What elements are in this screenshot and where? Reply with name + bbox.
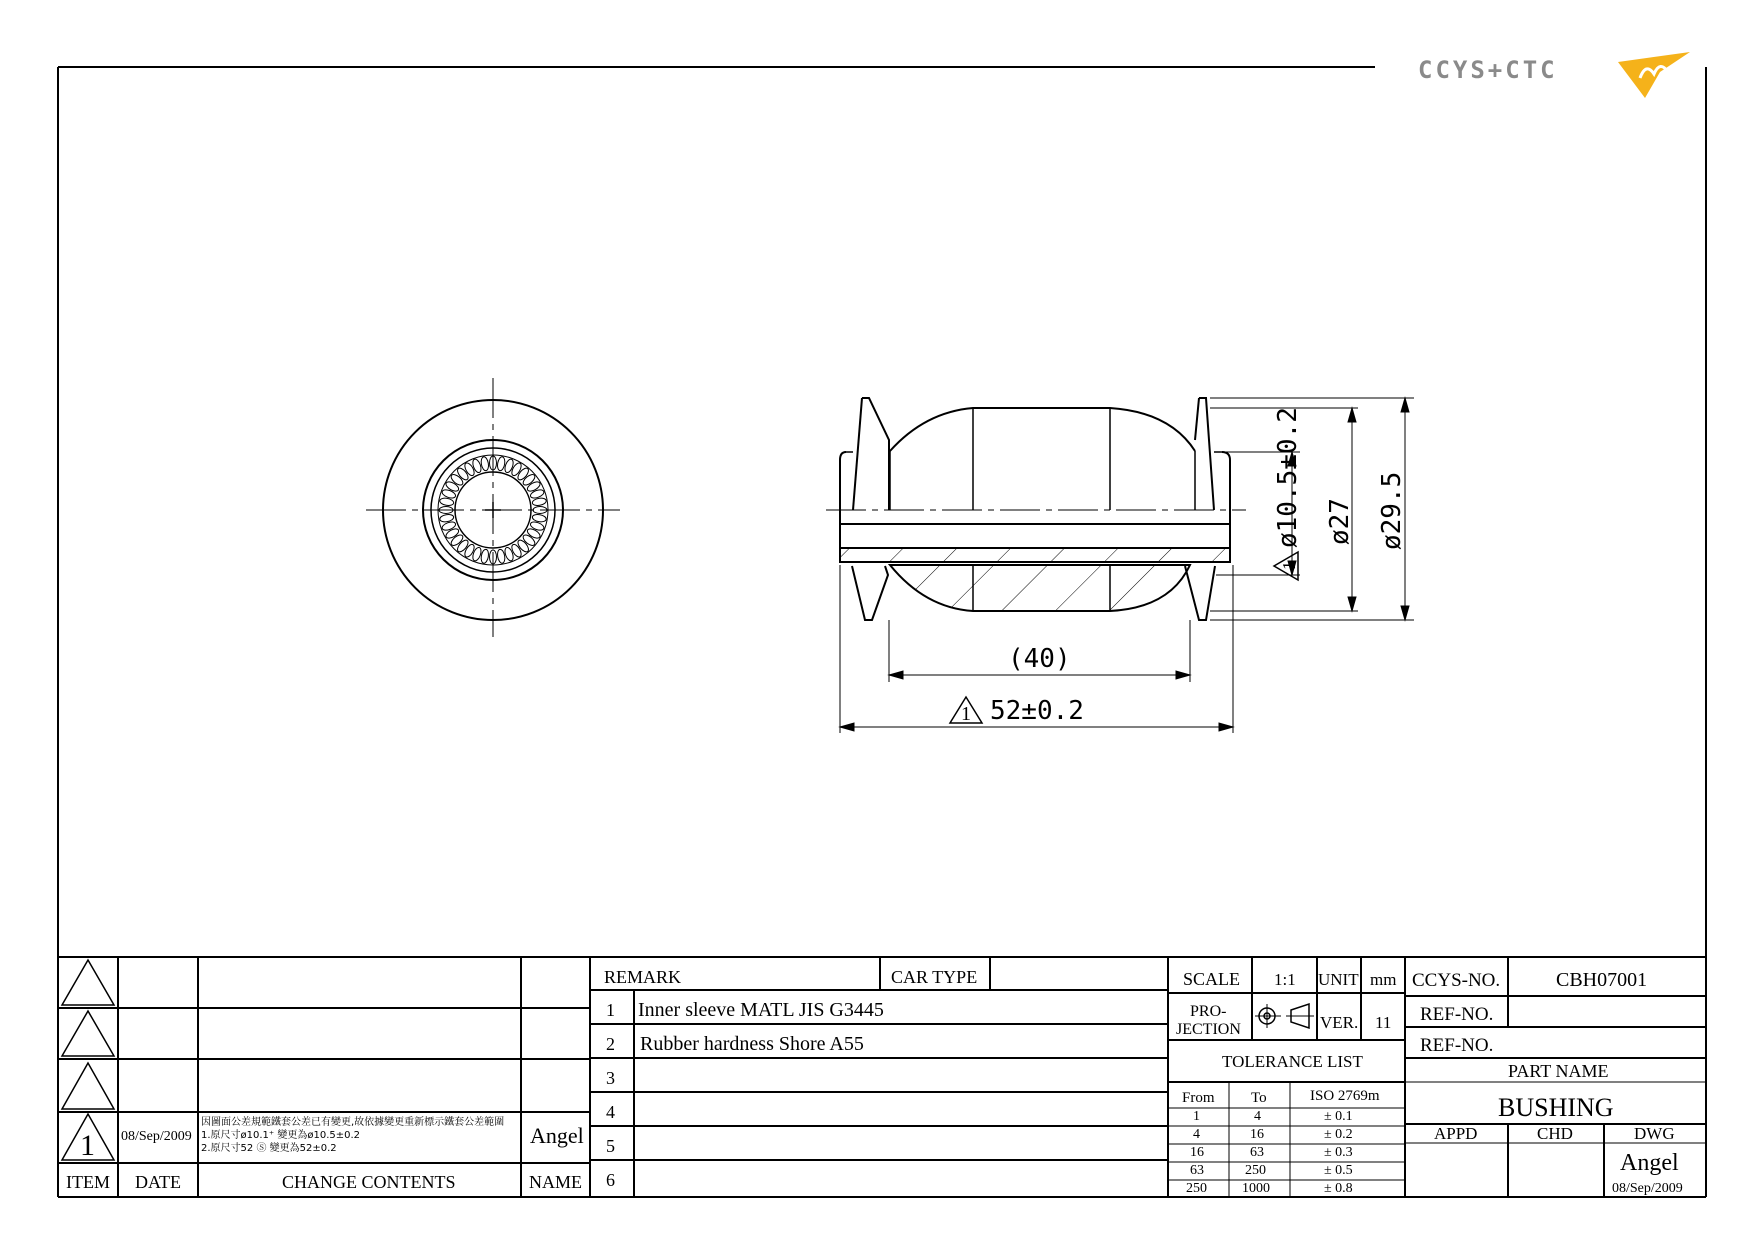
ver-label: VER. <box>1320 1013 1359 1032</box>
rubber-void <box>521 473 536 487</box>
rev-item-1: 1 <box>80 1129 95 1162</box>
remark-no-2: 2 <box>606 1034 615 1054</box>
tol-header-to: To <box>1251 1090 1267 1106</box>
part-name-value: BUSHING <box>1498 1093 1614 1122</box>
rubber-void <box>480 456 489 471</box>
rubber-void <box>526 480 542 493</box>
rubber-void <box>496 456 505 471</box>
rubber-void <box>532 497 547 506</box>
rubber-void <box>463 461 476 477</box>
remark-text-2: Rubber hardness Shore A55 <box>640 1033 864 1055</box>
dim-od-flange: ø29.5 <box>1377 471 1407 550</box>
svg-text:16: 16 <box>1250 1127 1264 1142</box>
rev-date-1: 08/Sep/2009 <box>121 1129 192 1144</box>
rubber-void <box>516 466 530 481</box>
header-item: ITEM <box>66 1172 110 1192</box>
remark-no-5: 5 <box>606 1136 615 1156</box>
svg-text:1000: 1000 <box>1242 1181 1270 1196</box>
dim-overall-length: 52±0.2 <box>990 696 1084 726</box>
company-logo <box>1418 52 1690 98</box>
tolerance-title: TOLERANCE LIST <box>1222 1052 1363 1071</box>
rubber-void <box>496 549 505 564</box>
svg-text:± 0.3: ± 0.3 <box>1324 1145 1353 1160</box>
dim-od-body: ø27 <box>1325 498 1355 545</box>
remark-no-6: 6 <box>606 1170 615 1190</box>
rev-content-1c: 2.原尺寸52 Ⓢ 變更為52±0.2 <box>201 1143 337 1154</box>
dwg-label: DWG <box>1634 1124 1675 1143</box>
appd-label: APPD <box>1434 1124 1478 1143</box>
remark-no-4: 4 <box>606 1102 615 1122</box>
dim-body-length: (40) <box>1008 644 1071 674</box>
side-view <box>826 398 1246 620</box>
svg-text:63: 63 <box>1250 1145 1264 1160</box>
rubber-void <box>444 480 460 493</box>
remark-label: REMARK <box>604 967 682 987</box>
svg-text:± 0.2: ± 0.2 <box>1324 1127 1353 1142</box>
chd-label: CHD <box>1537 1124 1573 1143</box>
svg-text:4: 4 <box>1193 1127 1200 1142</box>
rev-content-1a: 因圖面公差規範鐵套公差已有變更,故依據變更重新標示鐵套公差範圍 <box>201 1117 505 1128</box>
rev-content-1b: 1.原尺寸ø10.1⁺ 變更為ø10.5±0.2 <box>201 1130 361 1141</box>
svg-text:± 0.8: ± 0.8 <box>1324 1181 1353 1196</box>
car-type-label: CAR TYPE <box>891 967 978 987</box>
rubber-void <box>456 466 470 481</box>
unit-value: mm <box>1370 970 1397 989</box>
tol-header-from: From <box>1182 1090 1215 1106</box>
ccys-no-label: CCYS-NO. <box>1412 970 1501 991</box>
projection-label-2: JECTION <box>1176 1021 1241 1038</box>
rubber-void <box>449 473 464 487</box>
remark-text-1: Inner sleeve MATL JIS G3445 <box>638 999 884 1021</box>
projection-symbol-icon <box>1255 1004 1314 1028</box>
header-change-contents: CHANGE CONTENTS <box>282 1172 456 1192</box>
rubber-void <box>516 538 530 553</box>
dwg-name: Angel <box>1620 1150 1679 1176</box>
rubber-void <box>449 533 464 547</box>
svg-text:250: 250 <box>1245 1163 1266 1178</box>
rev-name-1: Angel <box>530 1123 584 1148</box>
revision-triangle-length <box>950 697 982 725</box>
scale-value: 1:1 <box>1274 970 1296 989</box>
svg-text:16: 16 <box>1190 1145 1204 1160</box>
logo-text: CCYS+CTC <box>1418 56 1558 84</box>
svg-text:63: 63 <box>1190 1163 1204 1178</box>
rubber-void <box>444 527 460 540</box>
svg-text:250: 250 <box>1186 1181 1207 1196</box>
header-date: DATE <box>135 1172 181 1192</box>
ver-value: 11 <box>1375 1013 1392 1032</box>
dim-bore: ø10.5±0.2 <box>1273 407 1303 548</box>
ref-no-label-2: REF-NO. <box>1420 1035 1494 1056</box>
rubber-void <box>439 497 454 506</box>
revision-triangle-bore <box>1274 552 1299 580</box>
rubber-void <box>526 527 542 540</box>
dwg-date: 08/Sep/2009 <box>1612 1181 1683 1196</box>
rubber-void <box>480 549 489 564</box>
projection-label-1: PRO- <box>1190 1003 1227 1020</box>
header-name: NAME <box>529 1172 582 1192</box>
svg-text:1: 1 <box>1193 1109 1200 1124</box>
rubber-void <box>532 513 547 522</box>
rubber-void <box>463 543 476 559</box>
svg-text:± 0.5: ± 0.5 <box>1324 1163 1353 1178</box>
end-view <box>366 378 620 637</box>
svg-text:± 0.1: ± 0.1 <box>1324 1109 1353 1124</box>
rubber-void <box>439 513 454 522</box>
unit-label: UNIT <box>1318 970 1359 989</box>
tol-header-std: ISO 2769m <box>1310 1088 1380 1104</box>
rubber-void <box>510 461 523 477</box>
svg-text:1: 1 <box>961 703 971 725</box>
part-name-label: PART NAME <box>1508 1061 1609 1081</box>
svg-text:1: 1 <box>1279 561 1299 570</box>
scale-label: SCALE <box>1183 969 1241 989</box>
rubber-void <box>456 538 470 553</box>
ref-no-label-1: REF-NO. <box>1420 1004 1494 1025</box>
rubber-void <box>521 533 536 547</box>
svg-text:4: 4 <box>1254 1109 1261 1124</box>
title-block-grid <box>58 957 1706 1197</box>
rubber-void <box>510 543 523 559</box>
remark-no-1: 1 <box>606 1000 615 1020</box>
remark-no-3: 3 <box>606 1068 615 1088</box>
ccys-no-value: CBH07001 <box>1556 969 1648 991</box>
